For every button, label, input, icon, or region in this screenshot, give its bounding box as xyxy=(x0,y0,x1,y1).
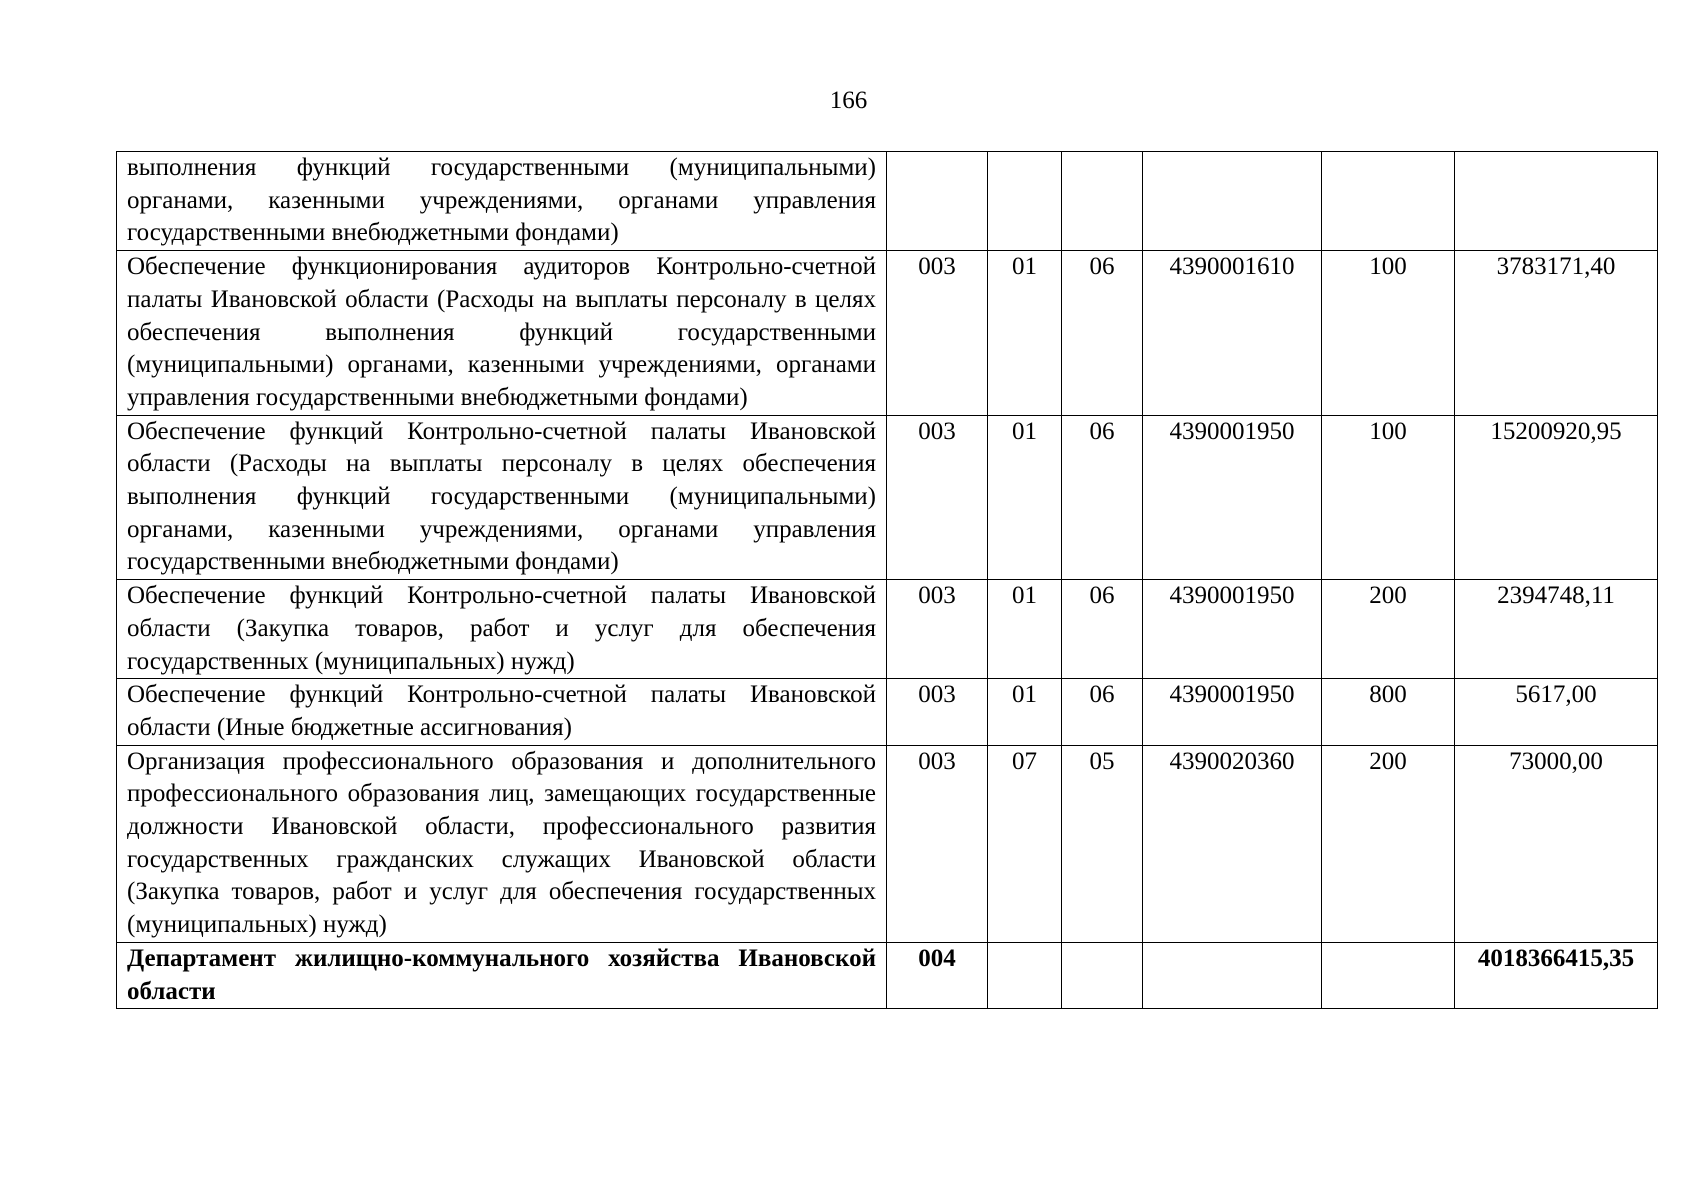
table-row xyxy=(117,679,1658,745)
section-code-cell: 01 xyxy=(988,415,1062,580)
expense-type-cell: 200 xyxy=(1322,580,1455,679)
admin-code-cell: 003 xyxy=(887,415,988,580)
section-code-cell: 01 xyxy=(988,580,1062,679)
amount-cell: 4018366415,35 xyxy=(1455,942,1658,1008)
admin-code-cell: 003 xyxy=(887,580,988,679)
description-cell: Департамент жилищно-коммунального хозяйства Ивановской области xyxy=(117,942,887,1008)
target-article-cell: 4390001950 xyxy=(1143,415,1322,580)
subsection-code-cell xyxy=(1062,152,1143,251)
description-cell: Обеспечение функций Контрольно-счетной палаты Ивановской области (Закупка товаров, работ и услуг для обеспечения государственных (муниципальных) нужд) xyxy=(117,580,887,679)
subsection-code-cell: 06 xyxy=(1062,580,1143,679)
section-code-cell: 07 xyxy=(988,745,1062,942)
table-body xyxy=(117,152,1658,1009)
section-code-cell: 01 xyxy=(988,251,1062,416)
amount-cell: 5617,00 xyxy=(1455,679,1658,745)
table-row xyxy=(117,251,1658,416)
table-row xyxy=(117,152,1658,251)
target-article-cell: 4390001610 xyxy=(1143,251,1322,416)
table-row xyxy=(117,745,1658,942)
subsection-code-cell xyxy=(1062,942,1143,1008)
target-article-cell: 4390020360 xyxy=(1143,745,1322,942)
description-cell: Организация профессионального образования и дополнительного профессионального образования лиц, замещающих государственные должности Ивановской области, профессионального развития государственных гражданских служащих Ивановской области (Закупка товаров, работ и услуг для обеспечения государственных (муниципальных) нужд) xyxy=(117,745,887,942)
admin-code-cell xyxy=(887,152,988,251)
section-code-cell xyxy=(988,152,1062,251)
subsection-code-cell: 05 xyxy=(1062,745,1143,942)
subsection-code-cell: 06 xyxy=(1062,415,1143,580)
table-row xyxy=(117,415,1658,580)
expense-type-cell: 200 xyxy=(1322,745,1455,942)
expense-type-cell: 100 xyxy=(1322,415,1455,580)
admin-code-cell: 003 xyxy=(887,745,988,942)
target-article-cell xyxy=(1143,152,1322,251)
section-code-cell: 01 xyxy=(988,679,1062,745)
expense-type-cell xyxy=(1322,152,1455,251)
table-row xyxy=(117,580,1658,679)
table-row xyxy=(117,942,1658,1008)
expense-type-cell: 100 xyxy=(1322,251,1455,416)
amount-cell xyxy=(1455,152,1658,251)
admin-code-cell: 003 xyxy=(887,679,988,745)
expense-type-cell: 800 xyxy=(1322,679,1455,745)
target-article-cell: 4390001950 xyxy=(1143,679,1322,745)
description-cell: Обеспечение функций Контрольно-счетной палаты Ивановской области (Расходы на выплаты персоналу в целях обеспечения выполнения функций государственными (муниципальными) органами, казенными учреждениями, органами управления государственными внебюджетными фондами) xyxy=(117,415,887,580)
page-number: 166 xyxy=(829,87,868,114)
description-cell: Обеспечение функций Контрольно-счетной палаты Ивановской области (Иные бюджетные ассигнования) xyxy=(117,679,887,745)
admin-code-cell: 004 xyxy=(887,942,988,1008)
subsection-code-cell: 06 xyxy=(1062,679,1143,745)
amount-cell: 3783171,40 xyxy=(1455,251,1658,416)
expense-type-cell xyxy=(1322,942,1455,1008)
amount-cell: 73000,00 xyxy=(1455,745,1658,942)
target-article-cell: 4390001950 xyxy=(1143,580,1322,679)
description-cell: Обеспечение функционирования аудиторов Контрольно-счетной палаты Ивановской области (Расходы на выплаты персоналу в целях обеспечения выполнения функций государственными (муниципальными) органами, казенными учреждениями, органами управления государственными внебюджетными фондами) xyxy=(117,251,887,416)
amount-cell: 15200920,95 xyxy=(1455,415,1658,580)
subsection-code-cell: 06 xyxy=(1062,251,1143,416)
section-code-cell xyxy=(988,942,1062,1008)
budget-table xyxy=(116,151,1658,1009)
target-article-cell xyxy=(1143,942,1322,1008)
description-cell: выполнения функций государственными (муниципальными) органами, казенными учреждениями, органами управления государственными внебюджетными фондами) xyxy=(117,152,887,251)
amount-cell: 2394748,11 xyxy=(1455,580,1658,679)
admin-code-cell: 003 xyxy=(887,251,988,416)
